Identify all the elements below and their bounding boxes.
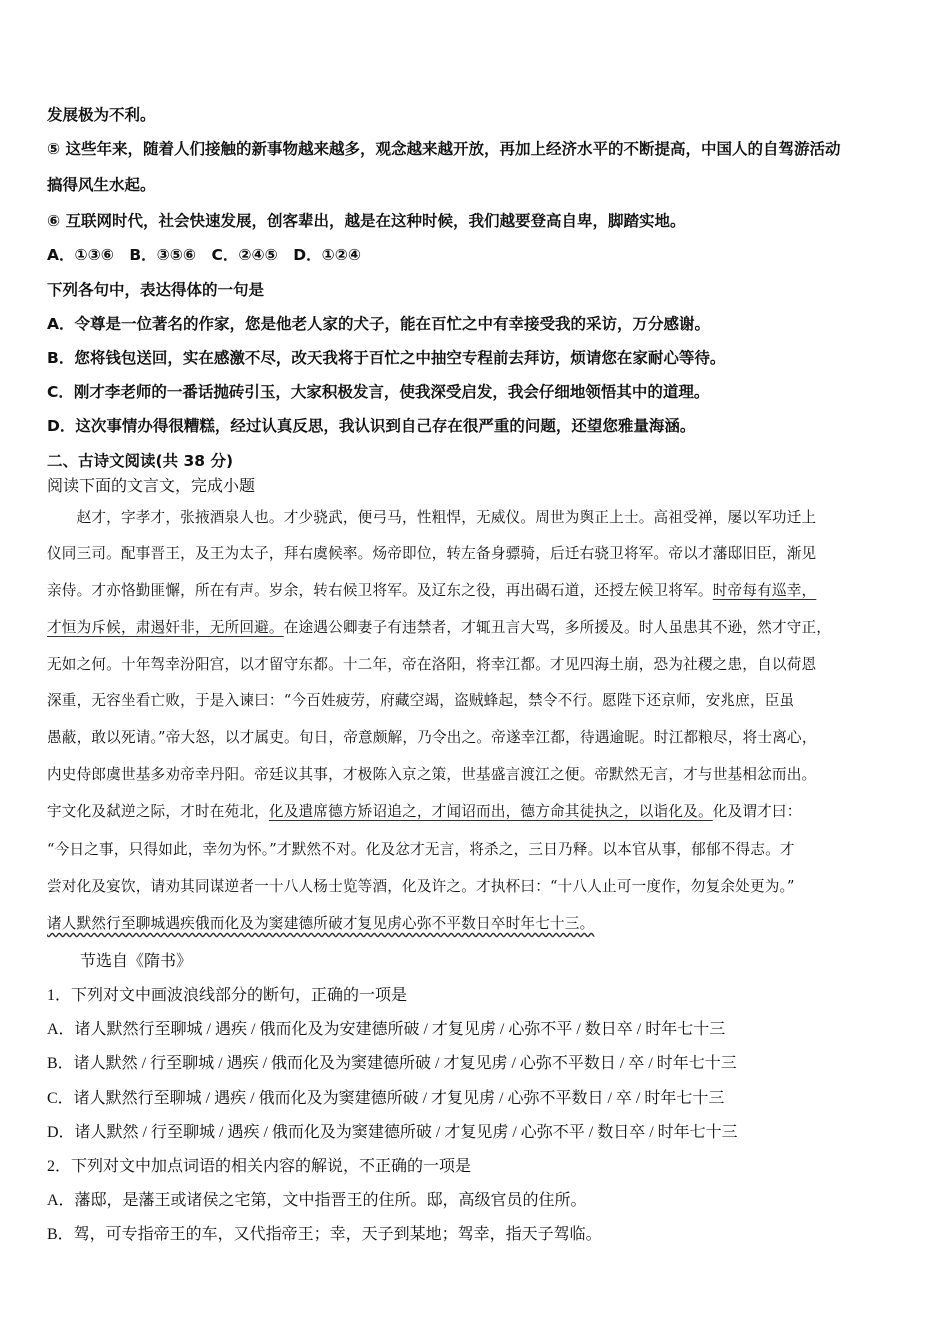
option-item: ⑤ 这些年来，随着人们接触的新事物越来越多，观念越来越开放，再加上经济水平的不断提高，中国人的自驾游活动 bbox=[47, 140, 841, 158]
q1-choice-b: B．诸人默然 / 行至聊城 / 遇疾 / 俄而化及为窦建德所破 / 才复见虏 / 心弥不平数日 / 卒 / 时年七十三 bbox=[47, 1055, 737, 1072]
choice-d: D．这次事情办得很糟糕，经过认真反思，我认识到自己存在很严重的问题，还望您雅量海涵。 bbox=[47, 417, 696, 435]
passage-line: 尝对化及宴饮，请劝其同谋逆者一十八人杨士览等酒，化及许之。才执杯曰：“十八人止可一度作，勿复余处更为。” bbox=[47, 878, 795, 895]
choice-c: C．刚才李老师的一番话抛砖引玉，大家积极发言，使我深受启发，我会仔细地领悟其中的道理。 bbox=[47, 383, 710, 401]
passage-line bbox=[47, 912, 905, 933]
option-item: ⑥ 互联网时代，社会快速发展，创客辈出，越是在这种时候，我们越要登高自卑，脚踏实地。 bbox=[47, 212, 686, 230]
passage-text: 在途遇公卿妻子有违禁者，才辄丑言大骂，多所援及。时人虽患其不逊，然才守正， bbox=[283, 619, 832, 636]
passage-line bbox=[47, 616, 905, 637]
passage-text: 宇文化及弑逆之际，才时在苑北， bbox=[47, 803, 269, 820]
wavy-underlined-text: 诸人默然行至聊城遇疾俄而化及为窦建德所破才复见虏心弥不平数日卒时年七十三。 bbox=[47, 915, 595, 932]
passage-line: 愚蔽，敢以死请。”帝大怒，以才属吏。旬日，帝意颇解，乃令出之。帝遂幸江都，待遇逾昵。时江都粮尽，将士离心， bbox=[47, 729, 817, 746]
passage-line: “今日之事，只得如此，幸勿为怀。”才默然不对。化及忿才无言，将杀之，三日乃释。以本官从事，郁郁不得志。才 bbox=[47, 841, 795, 858]
passage-line: 无如之何。十年驾幸汾阳宫，以才留守东都。十二年，帝在洛阳，将幸江都。才见四海土崩，恐为社稷之患，自以荷恩 bbox=[47, 656, 817, 673]
passage-line: 仪同三司。配事晋王，及王为太子，拜右虞候率。炀帝即位，转左备身骠骑，后迁右骁卫将军。帝以才藩邸旧臣，渐见 bbox=[47, 545, 817, 562]
passage-line: 深重，无容坐看亡败，于是入谏曰：“今百姓疲劳，府藏空竭，盗贼蜂起，禁令不行。愿陛下还京师，安兆庶，臣虽 bbox=[47, 692, 795, 709]
choice-a: A．令尊是一位著名的作家，您是他老人家的犬子，能在百忙之中有幸接受我的采访，万分感谢。 bbox=[47, 315, 710, 333]
passage-line: 内史侍郎虞世基多劝帝幸丹阳。帝廷议其事，才极陈入京之策，世基盛言渡江之便。帝默然无言，才与世基相忿而出。 bbox=[47, 766, 817, 783]
section-instruction: 阅读下面的文言文，完成小题 bbox=[47, 478, 256, 495]
section-heading: 二、古诗文阅读(共 38 分) bbox=[47, 452, 234, 470]
choice-b: B．您将钱包送回，实在感激不尽，改天我将于百忙之中抽空专程前去拜访，烦请您在家耐心等待。 bbox=[47, 349, 726, 367]
text-line: 发展极为不利。 bbox=[47, 106, 156, 124]
passage-line bbox=[47, 800, 905, 821]
passage-text: 化及谓才曰： bbox=[712, 803, 802, 820]
question-2: 2．下列对文中加点词语的相关内容的解说，不正确的一项是 bbox=[47, 1158, 472, 1175]
question-stem: 下列各句中，表达得体的一句是 bbox=[47, 281, 265, 299]
q2-choice-b: B．驾，可专指帝王的车，又代指帝王；幸，天子到某地；驾幸，指天子驾临。 bbox=[47, 1226, 602, 1243]
passage-line: 赵才，字孝才，张掖酒泉人也。才少骁武，便弓马，性粗悍，无威仪。周世为舆正上士。高祖受禅，屡以军功迁上 bbox=[47, 509, 817, 526]
underlined-text: 时帝每有巡幸， bbox=[712, 582, 817, 599]
q1-choice-d: D．诸人默然 / 行至聊城 / 遇疾 / 俄而化及为窦建德所破 / 才复见虏 / 心弥不平 / 数日卒 / 时年七十三 bbox=[47, 1124, 738, 1141]
text-line: 搞得风生水起。 bbox=[47, 176, 156, 194]
q1-choice-a: A．诸人默然行至聊城 / 遇疾 / 俄而化及为安建德所破 / 才复见虏 / 心弥不平 / 数日卒 / 时年七十三 bbox=[47, 1021, 726, 1038]
q1-choice-c: C．诸人默然行至聊城 / 遇疾 / 俄而化及为窦建德所破 / 才复见虏 / 心弥不平数日 / 卒 / 时年七十三 bbox=[47, 1090, 725, 1107]
underlined-text: 才恒为斥候，肃遏奸非，无所回避。 bbox=[47, 619, 284, 636]
passage-text: 亲侍。才亦恪勤匪懈，所在有声。岁余，转右候卫将军。及辽东之役，再出碣石道，还授左候卫将军。 bbox=[47, 582, 713, 599]
q2-choice-a: A．藩邸，是藩王或诸侯之宅第，文中指晋王的住所。邸，高级官员的住所。 bbox=[47, 1192, 587, 1209]
answer-choices: A．①③⑥ B．③⑤⑥ C．②④⑤ D．①②④ bbox=[47, 246, 362, 264]
question-1: 1．下列对文中画波浪线部分的断句，正确的一项是 bbox=[47, 987, 408, 1004]
underlined-text: 化及遣席德方矫诏追之，才闻诏而出，德方命其徒执之，以诣化及。 bbox=[268, 803, 713, 820]
source-note: 节选自《隋书》 bbox=[80, 953, 193, 970]
passage-line bbox=[47, 579, 905, 600]
